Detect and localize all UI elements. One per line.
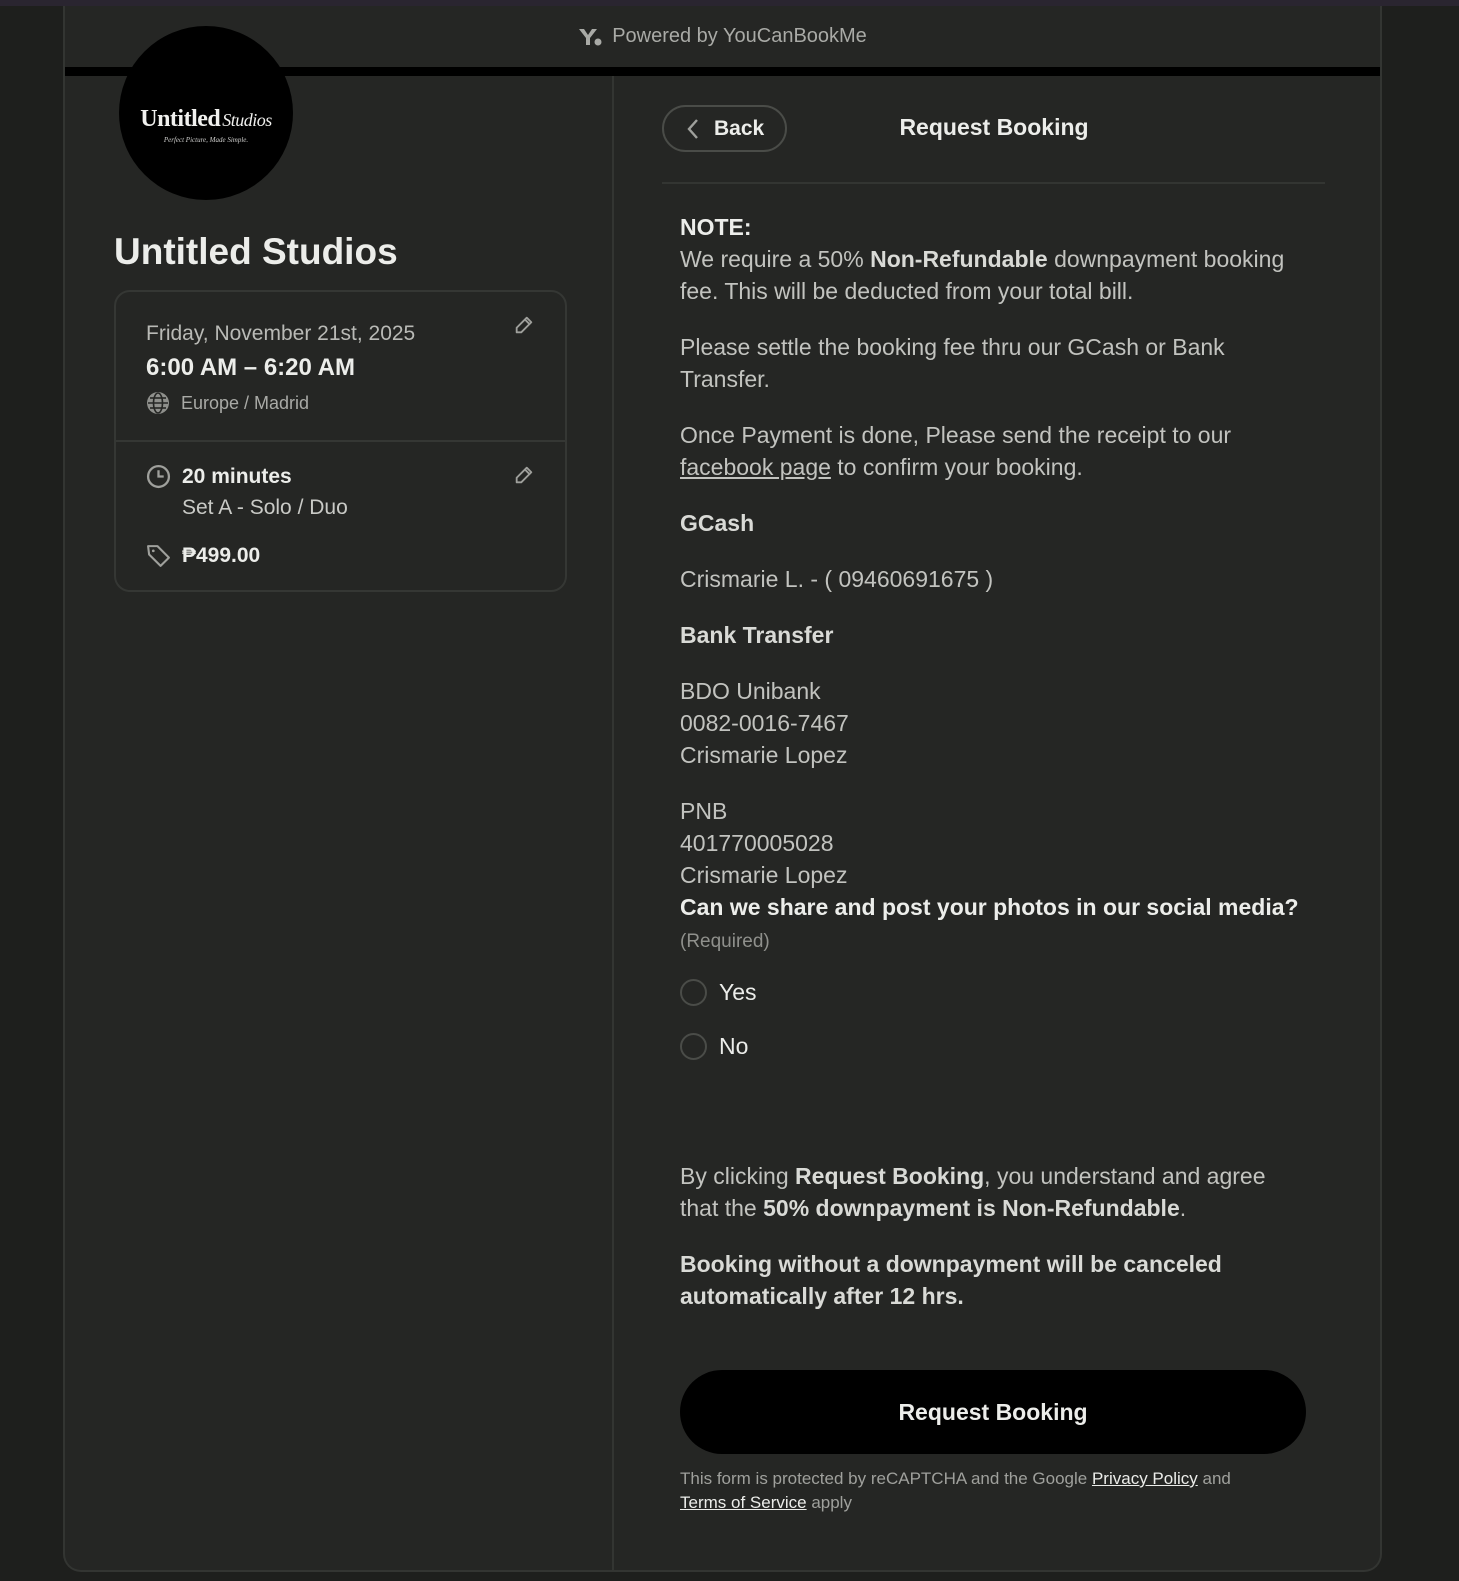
- terms-agreement: [680, 1160, 1300, 1224]
- gcash-heading: GCash: [680, 510, 755, 536]
- text: This form is protected by reCAPTCHA and the Google: [680, 1469, 1092, 1488]
- text: downpayment booking fee. This will be deducted from your total bill.: [680, 246, 1285, 304]
- note-paragraph-1: [680, 243, 1300, 307]
- globe-icon: [146, 391, 170, 415]
- booking-time: 6:00 AM – 6:20 AM: [146, 354, 355, 381]
- back-label: Back: [714, 116, 765, 140]
- cancellation-notice: Booking without a downpayment will be canceled automatically after 12 hrs.: [680, 1251, 1222, 1309]
- note-heading: NOTE:: [680, 214, 752, 240]
- radio-button[interactable]: [680, 979, 707, 1006]
- text: apply: [806, 1493, 852, 1512]
- timezone: [146, 391, 309, 415]
- bank-name: BDO Unibank: [680, 678, 821, 704]
- booking-note: [680, 211, 1300, 1312]
- page-title-text: Request Booking: [899, 114, 1089, 140]
- service-name: Set A - Solo / Duo: [182, 496, 348, 519]
- text: We require a 50%: [680, 246, 871, 272]
- radio-label: Yes: [719, 979, 757, 1005]
- text: and: [1197, 1469, 1231, 1488]
- radio-option-yes[interactable]: [680, 972, 1300, 1012]
- note-paragraph-2: Please settle the booking fee thru our GCash or Bank Transfer.: [680, 334, 1225, 392]
- clock-icon: [146, 464, 171, 489]
- text: .: [1179, 1195, 1187, 1221]
- page-title: [616, 114, 1372, 141]
- text-bold: Non-Refundable: [870, 246, 1048, 272]
- bank-account: 0082-0016-7467: [680, 710, 849, 736]
- business-name: Untitled Studios: [114, 231, 398, 272]
- radio-button[interactable]: [680, 1033, 707, 1060]
- radio-option-no[interactable]: [680, 1026, 1300, 1066]
- request-booking-button[interactable]: Request Booking: [680, 1370, 1306, 1454]
- text: By clicking: [680, 1163, 796, 1189]
- bank-name: PNB: [680, 798, 728, 824]
- business-logo: [119, 26, 293, 200]
- booking-date: Friday, November 21st, 2025: [146, 322, 416, 345]
- header-divider: [662, 182, 1325, 184]
- bank-transfer-heading: Bank Transfer: [680, 622, 834, 648]
- edit-datetime-icon[interactable]: [513, 314, 535, 336]
- edit-service-icon[interactable]: [513, 464, 535, 486]
- facebook-page-link[interactable]: facebook page: [680, 454, 831, 480]
- powered-by-text: Powered by YouCanBookMe: [612, 25, 867, 47]
- recaptcha-notice: [680, 1467, 1320, 1515]
- price: [146, 543, 260, 568]
- bank-holder: Crismarie Lopez: [680, 862, 848, 888]
- required-tag: (Required): [680, 931, 770, 952]
- booking-summary-pane: [65, 76, 614, 1572]
- bank-account: 401770005028: [680, 830, 834, 856]
- privacy-policy-link[interactable]: Privacy Policy: [1091, 1469, 1198, 1488]
- timezone-label: Europe / Madrid: [181, 392, 310, 413]
- text-bold: 50% downpayment is Non-Refundable: [763, 1195, 1180, 1221]
- datetime-section: [116, 292, 565, 442]
- logo-tagline: Perfect Picture, Made Simple.: [163, 136, 249, 144]
- youcanbookme-logo-icon: [578, 27, 602, 47]
- price-tag-icon: [146, 543, 171, 568]
- logo-script-text: Studios: [222, 110, 272, 130]
- bank-bdo: [680, 675, 1300, 771]
- bank-holder: Crismarie Lopez: [680, 742, 848, 768]
- terms-of-service-link[interactable]: Terms of Service: [680, 1493, 807, 1512]
- text: , you understand and agree that the: [680, 1163, 1266, 1221]
- note-paragraph-3: [680, 419, 1300, 483]
- duration: [146, 464, 292, 489]
- radio-label: No: [719, 1033, 749, 1059]
- booking-frame: [63, 6, 1382, 1572]
- booking-summary-card: [114, 290, 567, 592]
- text: to confirm your booking.: [830, 454, 1083, 480]
- social-media-question: [680, 891, 1300, 958]
- text: Once Payment is done, Please send the receipt to our: [680, 422, 1232, 448]
- booking-form-pane: [616, 76, 1382, 1572]
- logo-main-text: Untitled: [140, 106, 221, 132]
- gcash-detail: Crismarie L. - ( 09460691675 ): [680, 566, 994, 592]
- duration-label: 20 minutes: [182, 464, 292, 488]
- price-label: ₱499.00: [182, 543, 261, 567]
- text-bold: Request Booking: [795, 1163, 985, 1189]
- bank-pnb: [680, 795, 1300, 891]
- question-label: Can we share and post your photos in our social media?: [680, 894, 1299, 920]
